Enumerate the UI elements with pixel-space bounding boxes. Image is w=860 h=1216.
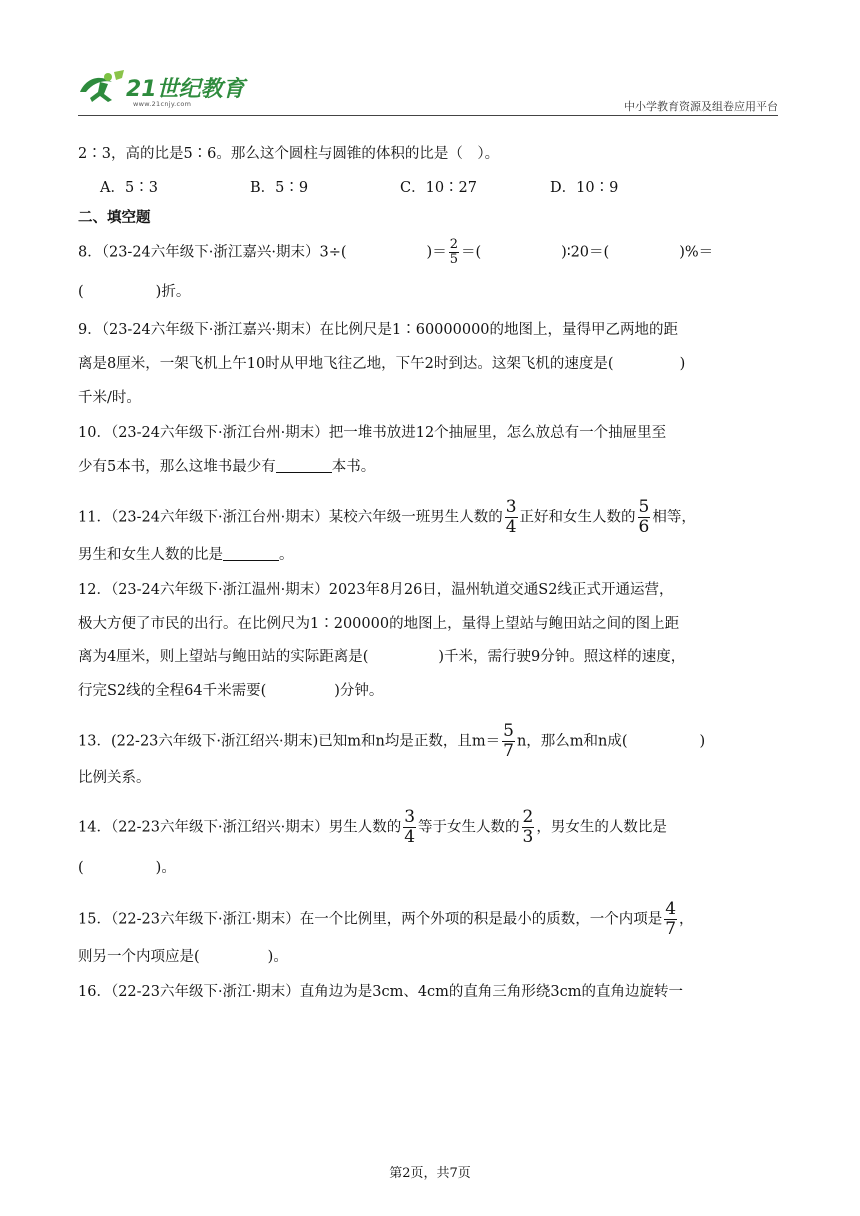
q9-line1: 9．（23-24六年级下·浙江嘉兴·期末）在比例尺是1∶60000000的地图上，量得甲乙两地的距 [78,322,679,338]
q12-line1: 12．（23-24六年级下·浙江温州·期末）2023年8月26日，温州轨道交通S2线正式开通运营， [78,582,674,598]
q10-line2: 少有5本书，那么这堆书最少有 本书。 [78,459,376,475]
q8-text-e: )%＝ [679,244,714,261]
page-header [78,68,778,116]
logo-text: 21世纪教育 [126,77,245,102]
q8-text-b: )＝ [426,244,447,261]
platform-name: 中小学教育资源及组卷应用平台 [624,100,778,113]
q7-option-b: B．5∶9 [250,180,309,196]
q9-line3: 千米/时。 [78,390,141,406]
q11-answer-blank [223,546,279,561]
q13-line2: 比例关系。 [78,770,151,786]
header-divider [78,115,778,116]
q8-fraction: $\frac{2}{5}$ [449,237,458,267]
q14-line2: ( )。 [78,860,176,876]
q12-line2: 极大方便了市民的出行。在比例尺为1∶200000的地图上，量得上望站与鲍田站之间的图上距 [78,616,680,632]
q7-option-a: A．5∶3 [100,180,158,196]
section-title-fill-in: 二、填空题 [78,210,151,226]
page-number: 第2页，共7页 [389,1166,471,1181]
q7-option-d: D．10∶9 [550,180,619,196]
q15-line2: 则另一个内项应是( )。 [78,949,288,965]
runner-icon [80,70,124,102]
q13-line1: 13．(22-23六年级下·浙江绍兴·期末)已知m和n均是正数，且m＝ $\frac{5}{7}$ n，那么m和n成( ) [78,721,706,761]
q9-line2: 离是8厘米，一架飞机上午10时从甲地飞往乙地，下午2时到达。这架飞机的速度是( ) [78,356,686,372]
logo-url: www.21cnjy.com [133,100,192,108]
q7-option-c: C．10∶27 [400,180,477,196]
q15-line1: 15．（22-23六年级下·浙江·期末）在一个比例里，两个外项的积是最小的质数，一个内项是 $\frac{4}{7}$ ， [78,899,694,939]
q11-line1: 11．（23-24六年级下·浙江台州·期末）某校六年级一班男生人数的 $\frac{3}{4}$ 正好和女生人数的 $\frac{5}{6}$ 相等， [78,497,696,537]
q7-text: 2∶3，高的比是5∶6。那么这个圆柱与圆锥的体积的比是（ ）。 [78,146,500,162]
q15-fraction: $\frac{4}{7}$ [665,899,677,939]
q11-fraction-2: $\frac{5}{6}$ [638,497,650,537]
q12-line4: 行完S2线的全程64千米需要( )分钟。 [78,683,384,699]
q8-text-d: )∶20＝( [561,244,610,261]
q8-line2: ( )折。 [78,284,191,300]
q12-line3: 离为4厘米，则上望站与鲍田站的实际距离是( )千米，需行驶9分钟。照这样的速度， [78,649,686,665]
q8-line1 [78,238,713,267]
q14-line1: 14．（22-23六年级下·浙江绍兴·期末）男生人数的 $\frac{3}{4}$ 等于女生人数的 $\frac{2}{3}$ ，男女生的人数比是 [78,807,667,847]
q16-line1: 16．（22-23六年级下·浙江·期末）直角边为是3cm、4cm的直角三角形绕3cm的直角边旋转一 [78,984,684,1000]
q8-text-c: ＝( [460,244,482,261]
q11-fraction-1: $\frac{3}{4}$ [505,497,517,537]
q7-options [100,178,618,198]
q10-line1: 10．（23-24六年级下·浙江台州·期末）把一堆书放进12个抽屉里，怎么放总有一个抽屉里至 [78,425,667,441]
q13-fraction: $\frac{5}{7}$ [503,721,514,761]
q11-line2: 男生和女生人数的比是 。 [78,547,294,563]
q10-answer-blank [276,458,332,473]
q8-text-a: 8．（23-24六年级下·浙江嘉兴·期末）3÷( [78,244,347,261]
q14-fraction-1: $\frac{3}{4}$ [404,807,416,847]
q14-fraction-2: $\frac{2}{3}$ [522,807,534,847]
